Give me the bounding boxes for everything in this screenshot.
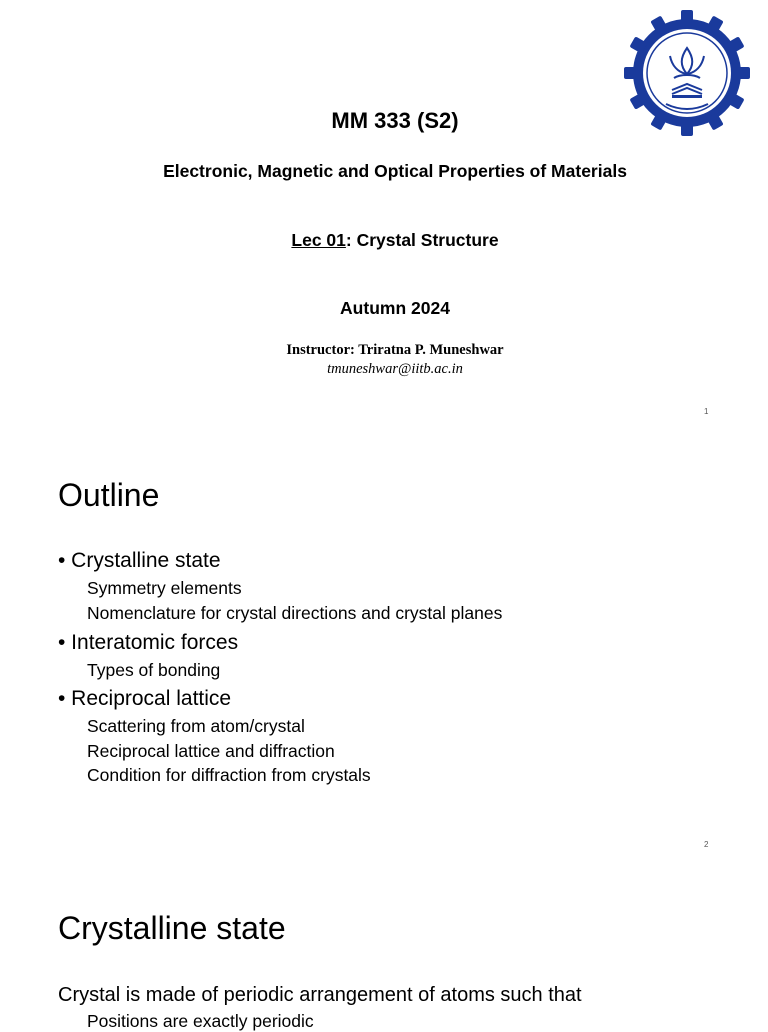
body-text: Crystal is made of periodic arrangement of atoms such that xyxy=(58,984,582,1006)
outline-subitem: Types of bonding xyxy=(87,660,221,680)
outline-item: • Crystalline state xyxy=(58,549,221,572)
outline-subitem: Nomenclature for crystal directions and crystal planes xyxy=(87,603,503,623)
crystalline-state-slide xyxy=(0,866,768,1031)
body-subtext: Positions are exactly periodic xyxy=(87,1011,314,1031)
outline-subitem: Symmetry elements xyxy=(87,578,242,598)
outline-subitem: Scattering from atom/crystal xyxy=(87,716,305,736)
page-number: 2 xyxy=(704,840,709,849)
slide-title: Outline xyxy=(58,477,160,513)
lecture-heading xyxy=(0,230,768,251)
slide-title: Crystalline state xyxy=(58,910,286,946)
outline-subitem: Condition for diffraction from crystals xyxy=(87,765,371,785)
lecture-title: : Crystal Structure xyxy=(345,230,499,250)
outline-item: • Reciprocal lattice xyxy=(58,687,232,710)
lecture-code: Lec 01 xyxy=(291,230,346,250)
title-slide xyxy=(0,0,768,433)
course-code: MM 333 (S2) xyxy=(331,108,459,133)
course-subtitle: Electronic, Magnetic and Optical Properties of Materials xyxy=(163,161,627,181)
outline-slide xyxy=(0,433,768,866)
instructor-name: Instructor: Triratna P. Muneshwar xyxy=(286,342,504,358)
outline-subitem: Reciprocal lattice and diffraction xyxy=(87,741,335,761)
page-number: 1 xyxy=(704,407,709,416)
outline-item: • Interatomic forces xyxy=(58,631,239,654)
instructor-email: tmuneshwar@iitb.ac.in xyxy=(327,361,463,377)
term-label: Autumn 2024 xyxy=(340,298,450,318)
